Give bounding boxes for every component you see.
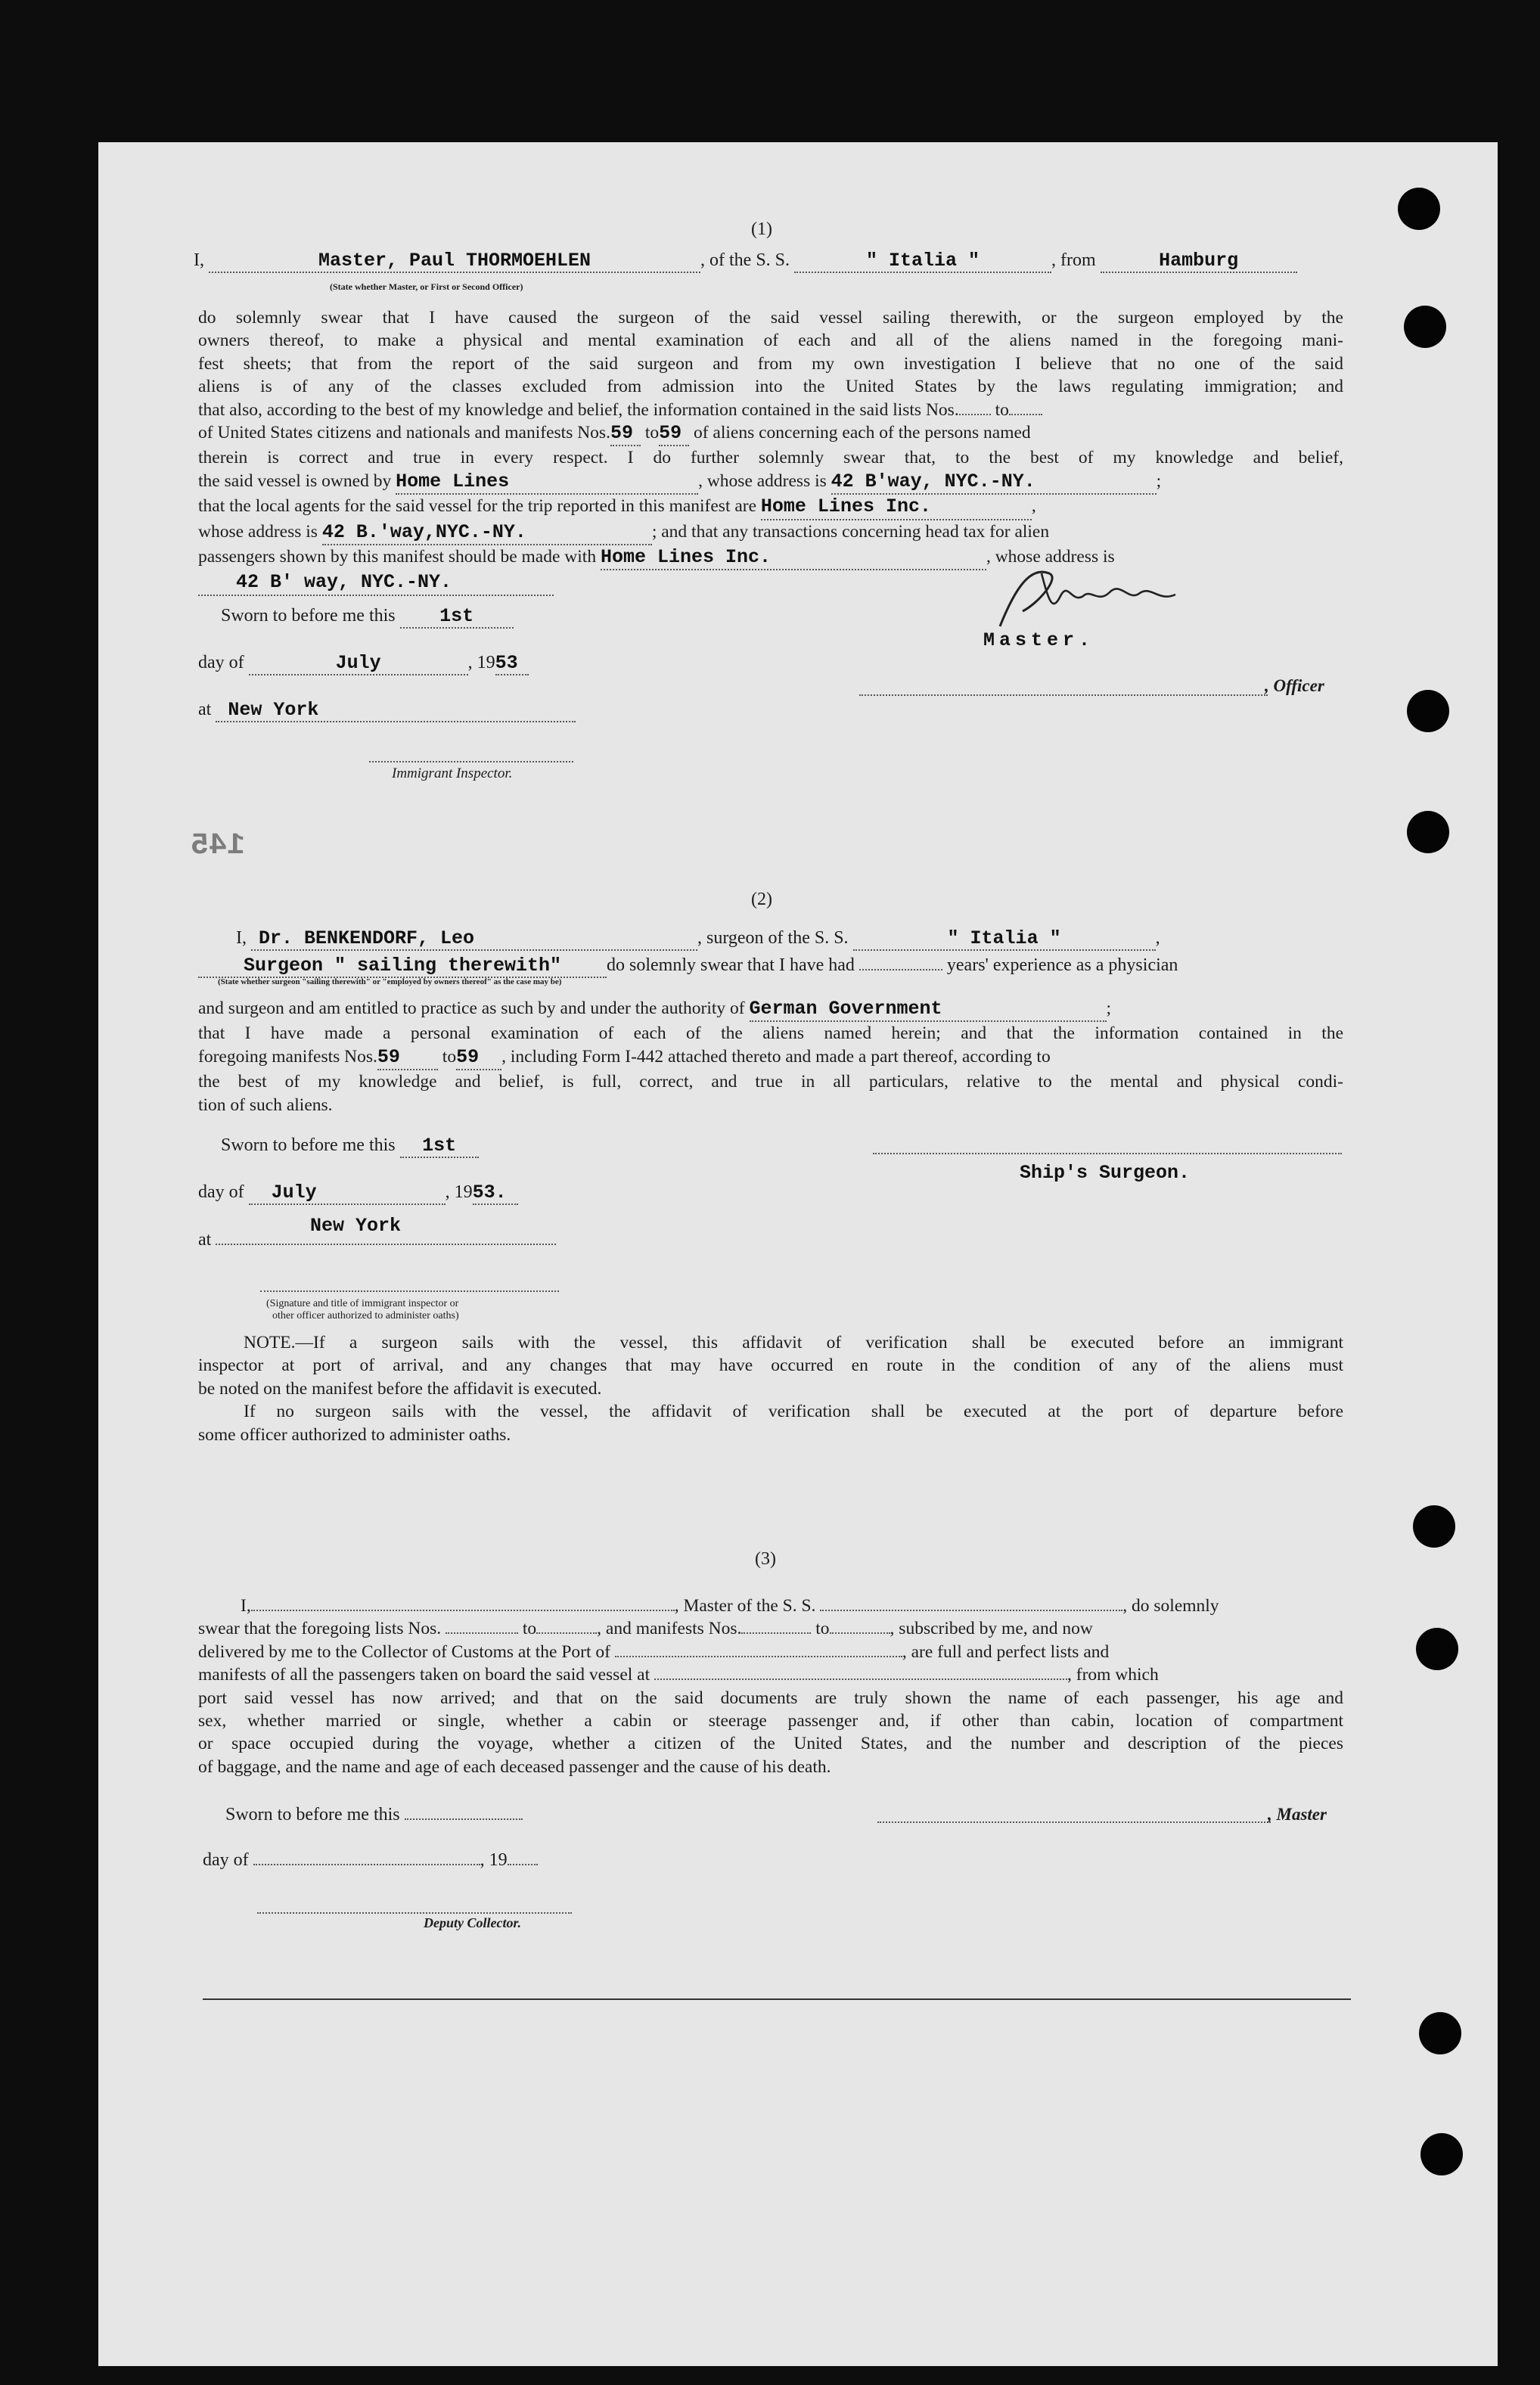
punch-hole [1407, 811, 1449, 853]
punch-hole [1413, 1505, 1455, 1548]
surgeon-name: Dr. BENKENDORF, Leo [251, 927, 697, 951]
manifest-no-from: 59 [610, 422, 641, 446]
surgeon-manifest-from: 59 [377, 1046, 438, 1070]
section-2-status-line: Surgeon " sailing therewith" do solemnly swear that I have had years' experience as a physician [198, 955, 1178, 978]
section-3-sworn: Sworn to before me this [225, 1805, 523, 1825]
local-agents: Home Lines Inc. [761, 495, 1032, 520]
punch-hole [1416, 1628, 1458, 1670]
section-2-date: day of July , 1953. [198, 1182, 518, 1205]
margin-stamp-number: 145 [191, 829, 246, 863]
master-state-caption: (State whether Master, or First or Second Officer) [330, 281, 523, 292]
inspector-signature-line [369, 761, 573, 762]
ships-surgeon-signature-line [873, 1153, 1342, 1154]
section-3-body: I, , Master of the S. S. , do solemnly swear that the foregoing lists Nos. to , and manifests Nos. to , subscribed by me, and now delivered by me to the Collector of Customs at the Port of , are full and perfect lists and manifests of all the passengers taken on board the said vessel at , from which port said vessel has now arrived; and that on the said documents are truly shown the name of each passenger, his age and sex, whether married or single, whether a cabin or steerage passenger and, if other than cabin, location of compartment or space occupied during the voyage, whether a citizen of the United States, and the number and description of the pieces of baggage, and the name and age of each deceased passenger and the cause of his death. [198, 1596, 1343, 1777]
section-1-master-line: I, Master, Paul THORMOEHLEN , of the S. S. " Italia " , from Hamburg [194, 250, 1297, 273]
punch-hole [1419, 2012, 1461, 2054]
agents-address: 42 B.'way,NYC.-NY. [322, 521, 652, 545]
surgeon-ship-name: " Italia " [853, 927, 1156, 951]
sworn-day-2: 1st [400, 1135, 479, 1158]
sworn-place-2: New York [310, 1215, 402, 1237]
departure-port: Hamburg [1101, 250, 1297, 273]
section-2-body: and surgeon and am entitled to practice as such by and under the authority of German Government ; that I have made a personal examination of each of the aliens named herein; and that the information contained in the foregoing manifests Nos.59 to59 , including Form I-442 attached thereto and made a part thereof, according to the best of my knowledge and belief, is full, correct, and true in all particulars, relative to the mental and physical condi- tion of such aliens. [198, 998, 1343, 1115]
section-3-date: day of , 19 [203, 1850, 538, 1871]
surgeon-status: Surgeon " sailing therewith" [198, 955, 607, 978]
immigrant-inspector-caption: Immigrant Inspector. [392, 765, 513, 781]
punch-hole [1398, 188, 1440, 230]
manifest-no-to: 59 [659, 422, 689, 446]
surgeon-state-caption: (State whether surgeon "sailing therewith" or "employed by owners thereof" as the case may be) [218, 977, 562, 986]
sworn-month-1: July [249, 652, 468, 675]
vessel-owner: Home Lines [396, 470, 698, 495]
sworn-month-2: July [249, 1182, 446, 1205]
sworn-day-1: 1st [400, 605, 514, 629]
payee-address: 42 B' way, NYC.-NY. [198, 571, 554, 595]
officer-caption: , Officer [1265, 676, 1324, 695]
section-1-place: at New York [198, 699, 576, 722]
master-name: Master, Paul THORMOEHLEN [209, 250, 700, 273]
section-2-sworn: Sworn to before me this 1st [221, 1135, 479, 1158]
owner-address: 42 B'way, NYC.-NY. [831, 470, 1157, 495]
section-1-date: day of July , 1953 [198, 652, 529, 675]
section-3-number: (3) [755, 1549, 776, 1569]
ships-surgeon-title: Ship's Surgeon. [1020, 1162, 1191, 1184]
oath-officer-caption-2: other officer authorized to administer oaths) [272, 1310, 459, 1321]
oath-officer-caption-1: (Signature and title of immigrant inspector or [266, 1298, 459, 1309]
surgeon-manifest-to: 59 [456, 1046, 501, 1070]
note-text: NOTE.—If a surgeon sails with the vessel, this affidavit of verification shall be executed before an immigrant inspector at port of arrival, and any changes that may have occurred en route in the condition of any of the aliens must be noted on the manifest before the affidavit is executed. If no surgeon sails with the vessel, the affidavit of verification shall be executed at the port of departure before some officer authorized to administer oaths. [198, 1333, 1343, 1445]
section-1-number: (1) [751, 219, 772, 239]
punch-hole [1407, 690, 1449, 732]
officer-oath-signature-line [260, 1290, 559, 1292]
head-tax-payee: Home Lines Inc. [601, 546, 986, 570]
master-signature-line-3 [877, 1821, 1271, 1823]
section-1-sworn: Sworn to before me this 1st [221, 605, 514, 629]
ship-name: " Italia " [794, 250, 1051, 273]
section-2-place: at [198, 1230, 556, 1250]
bottom-rule [203, 1998, 1351, 2000]
section-1-signer-title: Master. [983, 629, 1095, 651]
section-2-number: (2) [751, 890, 772, 909]
master-caption-3: , Master [1268, 1805, 1327, 1824]
practice-authority: German Government [750, 998, 1107, 1022]
section-2-surgeon-line: I, Dr. BENKENDORF, Leo , surgeon of the S. S. " Italia " , [236, 927, 1160, 949]
officer-signature-line [859, 694, 1268, 696]
section-1-body: do solemnly swear that I have caused the surgeon of the said vessel sailing therewith, or the surgeon employed by the owners thereof, to make a physical and mental examination of each and all of the aliens named in the foregoing mani- fest sheets; that from the report of the said surgeon and from my own investigation I believe that no one of the said aliens is of any of the classes excluded from admission into the United States by the laws regulating immigration; and that also, according to the best of my knowledge and belief, the information contained in the said lists Nos. to of United States citizens and nationals and manifests Nos.59 to59 of aliens concerning each of the persons named therein is correct and true in every respect. I do further solemnly swear that, to the best of my knowledge and belief, the said vessel is owned by Home Lines , whose address is 42 B'way, NYC.-NY. ; that the local agents for the said vessel for the trip reported in this manifest are Home Lines Inc. , whose address is 42 B.'way,NYC.-NY. ; and that any transactions concerning head tax for alien passengers shown by this manifest should be made with Home Lines Inc. , whose address is 42 B' way, NYC.-NY. [198, 306, 1343, 596]
sworn-place-1: New York [216, 699, 576, 722]
sworn-year-1: 53 [495, 652, 529, 675]
collector-signature-line [257, 1912, 572, 1914]
punch-hole [1404, 306, 1446, 348]
punch-hole [1420, 2133, 1463, 2175]
sworn-year-2: 53. [473, 1182, 518, 1205]
deputy-collector-caption: Deputy Collector. [424, 1915, 521, 1930]
